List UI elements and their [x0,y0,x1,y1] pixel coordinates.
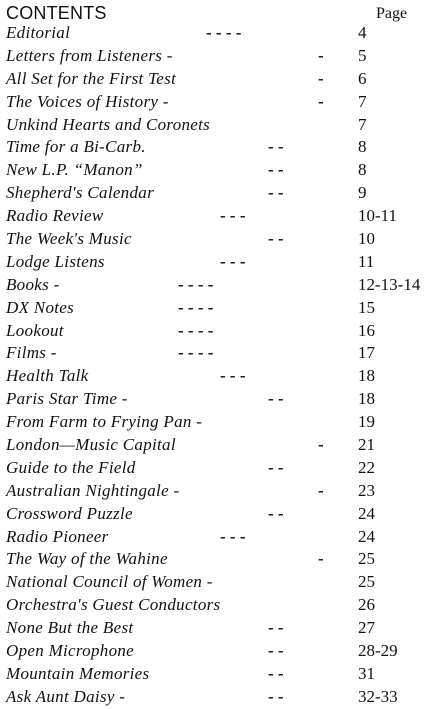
entry-leader: - - - [220,366,246,386]
entry-title: Letters from Listeners - [6,45,173,65]
entry-page: 21 [358,435,375,455]
entry-title: All Set for the First Test [6,68,177,88]
entry-page: 18 [358,366,375,386]
entry-page: 32-33 [358,686,398,706]
entry-page: 7 [358,114,367,134]
entry-title: Films - [6,343,57,363]
entry-title: Unkind Hearts and Coronets [6,114,211,134]
contents-entry [6,228,430,251]
contents-entry [6,388,430,411]
entry-page: 6 [358,68,367,88]
contents-entry [6,686,430,709]
entry-leader: - - - - [178,320,214,340]
entry-leader: - [318,45,324,65]
entry-leader: - - [268,618,284,638]
entry-leader: - [318,91,324,111]
entry-leader: - - - - [178,297,214,317]
entry-leader: - - [268,686,284,706]
entry-page: 25 [358,572,375,592]
entry-page: 26 [358,595,375,615]
entry-page: 7 [358,91,367,111]
entry-page: 4 [358,23,367,42]
entry-leader: - - - - [178,343,214,363]
entry-leader: - - [268,183,284,203]
entry-page: 9 [358,183,367,203]
entry-page: 24 [358,503,375,523]
entry-title: DX Notes [6,297,75,317]
entry-title: Shepherd's Calendar [6,183,155,203]
entry-leader: - [318,480,324,500]
entry-title: Paris Star Time - [6,389,128,409]
contents-entry [6,182,430,205]
entry-title: Radio Pioneer [6,526,109,546]
entry-page: 5 [358,45,367,65]
entry-leader: - - - [220,206,246,226]
entry-leader: - - [268,641,284,661]
entry-title: Orchestra's Guest Conductors [6,595,221,615]
contents-entry [6,251,430,274]
entry-page: 15 [358,297,375,317]
contents-header [6,2,430,24]
contents-entry [6,457,430,480]
contents-entry [6,640,430,663]
entry-leader: - - [268,457,284,477]
contents-entry [6,45,430,68]
contents-entry [6,114,430,137]
entry-page: 22 [358,457,375,477]
entry-title: Books - [6,274,60,294]
entry-title: Lodge Listens [6,251,105,271]
entry-title: Lookout [6,320,64,340]
contents-entry [6,365,430,388]
entry-page: 18 [358,389,375,409]
contents-entry [6,320,430,343]
entry-title: Australian Nightingale - [6,480,180,500]
entry-title: National Council of Women - [6,572,213,592]
contents-entry [6,526,430,549]
entry-page: 12-13-14 [358,274,421,294]
entry-leader: - - - [220,251,246,271]
contents-entry [6,411,430,434]
entry-title: Open Microphone [6,641,135,661]
entry-page: 11 [358,251,375,271]
entry-leader: - - [268,503,284,523]
entry-title: Guide to the Field [6,457,136,477]
entry-title: Health Talk [6,366,89,386]
entry-page: 10-11 [358,206,398,226]
contents-entry [6,480,430,503]
contents-title: CONTENTS [6,3,107,23]
entry-leader: - [318,68,324,88]
entry-page: 16 [358,320,375,340]
entry-leader: - - [268,160,284,180]
contents-entry [6,434,430,457]
entry-title: The Voices of History - [6,91,169,111]
entry-title: Radio Review [6,206,104,226]
entry-leader: - [318,549,324,569]
entry-page: 24 [358,526,375,546]
entry-page: 17 [358,343,375,363]
entry-title: Ask Aunt Daisy - [6,686,126,706]
entry-leader: - [318,435,324,455]
entry-leader: - - [268,389,284,409]
entry-title: Editorial [6,23,71,42]
contents-entry [6,205,430,228]
contents-entry [6,159,430,182]
entry-leader: - - [268,229,284,249]
contents-list [6,22,430,709]
page-column-label: Page [376,5,408,22]
entry-title: The Week's Music [6,229,132,249]
entry-page: 31 [358,663,375,683]
contents-entry [6,503,430,526]
entry-page: 10 [358,229,375,249]
contents-entry [6,136,430,159]
entry-leader: - - [268,137,284,157]
contents-entry [6,548,430,571]
contents-entry [6,297,430,320]
contents-entry [6,22,430,45]
entry-title: Crossword Puzzle [6,503,133,523]
contents-entry [6,571,430,594]
entry-leader: - - [268,663,284,683]
entry-leader: - - - [220,526,246,546]
entry-title: New L.P. “Manon” [6,160,143,180]
entry-leader: - - - - [178,274,214,294]
entry-title: None But the Best [6,618,134,638]
entry-page: 25 [358,549,375,569]
entry-page: 28-29 [358,641,398,661]
entry-leader: - - - - [206,23,242,42]
entry-title: Mountain Memories [6,663,150,683]
entry-page: 27 [358,618,375,638]
contents-entry [6,663,430,686]
contents-entry [6,342,430,365]
contents-entry [6,617,430,640]
entry-page: 8 [358,137,367,157]
contents-entry [6,274,430,297]
entry-page: 8 [358,160,367,180]
entry-title: The Way of the Wahine [6,549,168,569]
contents-entry [6,594,430,617]
entry-page: 19 [358,412,375,432]
entry-page: 23 [358,480,375,500]
entry-title: From Farm to Frying Pan - [6,412,203,432]
contents-entry [6,91,430,114]
contents-entry [6,68,430,91]
entry-title: London—Music Capital [6,435,176,455]
entry-title: Time for a Bi-Carb. [6,137,146,157]
